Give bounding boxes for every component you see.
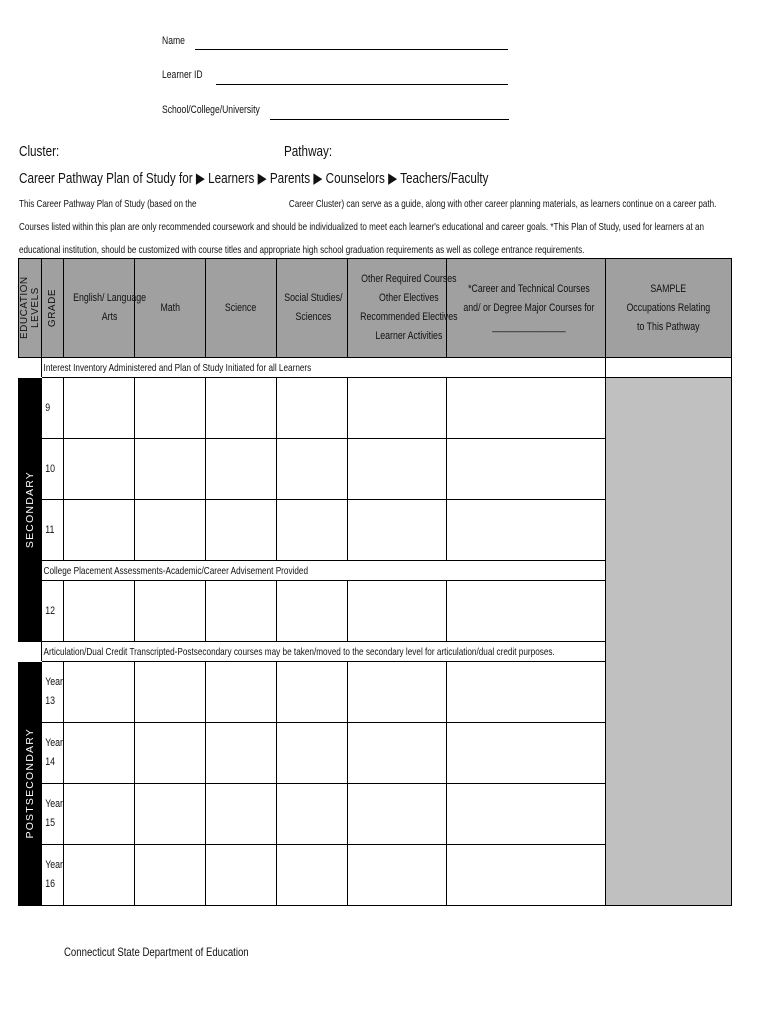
math-header: Math <box>135 259 206 358</box>
postsecondary-band: POSTSECONDARY <box>19 662 42 906</box>
other-courses-header: Other Required Courses Other Electives Recommended Electives Learner Activities <box>348 259 447 358</box>
intro-text-1: This Career Pathway Plan of Study (based on the <box>19 198 197 210</box>
table-cell[interactable] <box>277 500 348 561</box>
table-cell[interactable] <box>64 378 135 439</box>
grade-11-cell: 11 <box>42 500 64 561</box>
placement-note: College Placement Assessments-Academic/Career Advisement Provided <box>43 564 309 577</box>
table-cell[interactable] <box>447 500 606 561</box>
table-cell[interactable] <box>135 439 206 500</box>
table-cell[interactable] <box>64 845 135 906</box>
table-cell[interactable] <box>135 784 206 845</box>
table-cell[interactable] <box>348 439 447 500</box>
name-field[interactable] <box>195 49 508 50</box>
table-cell[interactable] <box>277 439 348 500</box>
table-cell[interactable] <box>447 723 606 784</box>
learner-id-label: Learner ID <box>162 69 203 81</box>
table-cell[interactable] <box>277 662 348 723</box>
interest-note: Interest Inventory Administered and Plan of Study Initiated for all Learners <box>43 361 312 374</box>
career-technical-header: *Career and Technical Courses and/ or Degree Major Courses for _______________ <box>447 259 606 358</box>
table-cell[interactable] <box>447 662 606 723</box>
table-cell[interactable] <box>447 581 606 642</box>
table-cell[interactable] <box>206 845 277 906</box>
education-levels-header: EDUCATION LEVELS <box>19 259 42 358</box>
table-cell[interactable] <box>447 439 606 500</box>
table-cell[interactable] <box>447 845 606 906</box>
table-cell[interactable] <box>206 723 277 784</box>
science-header: Science <box>206 259 277 358</box>
table-cell[interactable] <box>206 439 277 500</box>
sample-occupations-header: SAMPLE Occupations Relating to This Pathway <box>606 259 732 358</box>
plan-of-study-table <box>18 258 732 906</box>
table-cell[interactable] <box>64 662 135 723</box>
table-cell[interactable] <box>348 723 447 784</box>
table-cell[interactable] <box>206 581 277 642</box>
table-cell[interactable] <box>206 662 277 723</box>
table-cell[interactable] <box>447 784 606 845</box>
table-cell[interactable] <box>348 784 447 845</box>
table-cell[interactable] <box>348 581 447 642</box>
table-cell[interactable] <box>64 723 135 784</box>
sample-occupations-area[interactable] <box>606 378 732 906</box>
grade-10-cell: 10 <box>42 439 64 500</box>
pathway-label: Pathway: <box>284 143 333 160</box>
table-cell[interactable] <box>277 581 348 642</box>
table-cell[interactable] <box>135 845 206 906</box>
school-label: School/College/University <box>162 104 260 116</box>
table-cell[interactable] <box>277 723 348 784</box>
table-cell[interactable] <box>348 845 447 906</box>
header-row <box>19 259 732 358</box>
table-cell[interactable] <box>64 439 135 500</box>
intro-text-2: Career Cluster) can serve as a guide, along with other career planning materials, as learners continue on a career path. Courses listed within this plan are only recommended coursework and should be individualized to meet each learner's educational and career goals. *This Plan of Study, used for learners at an educational institution, should be customized with course titles and appropriate high school graduation requirements as well as college entrance requirements. <box>19 198 717 256</box>
school-field[interactable] <box>270 119 509 120</box>
intro-paragraph <box>19 193 731 262</box>
articulation-note: Articulation/Dual Credit Transcripted-Postsecondary courses may be taken/moved to the secondary level for articulation/dual credit purposes. <box>43 645 555 658</box>
social-studies-header: Social Studies/ Sciences <box>277 259 348 358</box>
grade-header: GRADE <box>42 259 64 358</box>
table-cell[interactable] <box>206 784 277 845</box>
grade-12-cell: 12 <box>42 581 64 642</box>
table-cell[interactable] <box>277 845 348 906</box>
table-cell[interactable] <box>64 500 135 561</box>
year-14-cell: Year 14 <box>42 723 64 784</box>
table-cell[interactable] <box>447 378 606 439</box>
table-cell[interactable] <box>206 378 277 439</box>
secondary-band: SECONDARY <box>19 378 42 642</box>
year-13-cell: Year 13 <box>42 662 64 723</box>
footer-text: Connecticut State Department of Education <box>64 945 249 959</box>
table-cell[interactable] <box>135 581 206 642</box>
table-cell[interactable] <box>135 662 206 723</box>
table-cell[interactable] <box>277 378 348 439</box>
grade-9-cell: 9 <box>42 378 64 439</box>
grade-9-row <box>19 378 732 439</box>
table-cell[interactable] <box>64 581 135 642</box>
table-cell[interactable] <box>348 378 447 439</box>
name-label: Name <box>162 35 185 47</box>
table-cell[interactable] <box>135 500 206 561</box>
table-cell[interactable] <box>64 784 135 845</box>
plan-title: Career Pathway Plan of Study for ▶ Learners ▶ Parents ▶ Counselors ▶ Teachers/Faculty <box>19 170 489 187</box>
english-header: English/ Language Arts <box>64 259 135 358</box>
table-cell[interactable] <box>348 662 447 723</box>
year-15-cell: Year 15 <box>42 784 64 845</box>
table-cell[interactable] <box>348 500 447 561</box>
table-cell[interactable] <box>135 378 206 439</box>
table-cell[interactable] <box>206 500 277 561</box>
learner-id-field[interactable] <box>216 84 508 85</box>
year-16-cell: Year 16 <box>42 845 64 906</box>
cluster-label: Cluster: <box>19 143 60 160</box>
table-cell[interactable] <box>277 784 348 845</box>
table-cell[interactable] <box>135 723 206 784</box>
interest-note-row <box>19 358 732 378</box>
